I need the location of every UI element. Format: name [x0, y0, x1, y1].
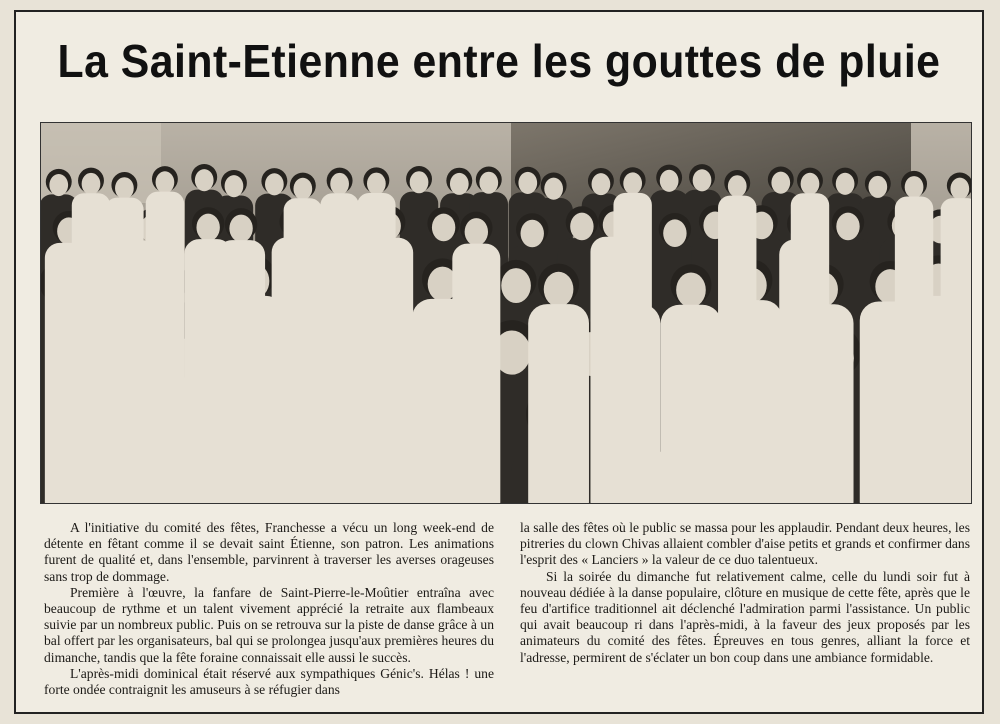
person-face — [771, 172, 790, 194]
person-body — [528, 304, 589, 503]
person-body — [391, 447, 481, 503]
person-body — [793, 304, 854, 503]
paragraph: Première à l'œuvre, la fanfare de Saint-Pierre-le-Moûtier entraîna avec beaucoup de rythme et un talent vivement apprécié la retraite aux flambeaux suivie par un nombreux public. Puis on se retrouva sur la piste de danse grâce à un bal offert par les organisateurs, bal qui se prolongea jusqu'aux premières heures du dimanche, tandis que la fête foraine connaissait elle aussi le succès. — [44, 584, 494, 665]
person-face — [801, 173, 820, 195]
person-face — [82, 173, 101, 195]
newspaper-clipping — [14, 10, 984, 714]
person-face — [501, 268, 531, 303]
person-face — [195, 169, 214, 191]
article-column-left — [44, 520, 494, 710]
paragraph: A l'initiative du comité des fêtes, Franchesse a vécu un long week-end de détente en fêtant comme il se devait saint Étienne, son patron. Les animations furent de qualité et, dans l'ensemble, parvinrent à traverser les averses orageuses sans trop de dommage. — [44, 520, 494, 584]
person-face — [660, 170, 679, 192]
person-face — [836, 213, 859, 241]
person-body — [167, 452, 257, 503]
person-face — [156, 171, 175, 193]
article-column-right — [520, 520, 970, 710]
person-body — [45, 243, 93, 503]
person-face — [544, 178, 563, 200]
person-face — [544, 272, 574, 307]
person-face — [450, 173, 469, 195]
article-body — [44, 520, 970, 710]
paragraph: L'après-midi dominical était réservé aux sympathiques Génic's. Hélas ! une forte ondée contraignit les amuseurs à se réfugier dans — [44, 665, 494, 698]
person-face — [518, 172, 537, 194]
crowd-photo-image — [41, 123, 971, 503]
person-face — [225, 175, 244, 197]
person-face — [623, 172, 642, 194]
person-face — [265, 173, 284, 195]
paragraph: la salle des fêtes où le public se massa pour les applaudir. Pendant deux heures, les pitreries du clown Chivas allaient combler d'aise petits et grands et confirmer dans l'esprit des « Lanciers » la valeur de ce duo talentueux. — [520, 520, 970, 568]
person-face — [465, 218, 488, 246]
person-face — [49, 174, 68, 196]
person-face — [570, 213, 593, 241]
person-face — [836, 173, 855, 195]
person-face — [521, 220, 544, 248]
person-face — [693, 169, 712, 191]
person-face — [868, 176, 887, 198]
person-face — [410, 171, 429, 193]
headline: La Saint-Etienne entre les gouttes de pluie — [57, 35, 941, 87]
person-face — [676, 272, 706, 307]
person-face — [592, 173, 611, 195]
person-face — [728, 175, 747, 197]
person-face — [950, 178, 969, 200]
person-body — [908, 296, 969, 503]
person-body — [647, 448, 737, 503]
person-face — [663, 219, 686, 247]
person-face — [229, 215, 252, 243]
person-face — [293, 178, 312, 200]
paragraph: Si la soirée du dimanche fut relativement calme, celle du lundi soir fut à nouveau dédiée à la danse populaire, clôture en musique de cette fête, après que le feu d'artifice traditionnel ait déclenché l'admiration parmi l'assistance. Un public qui avait beaucoup ri dans l'après-midi, à la faveur des jeux proposés par les animateurs du comité des fêtes. Épreuves en tous genres, alliant la force et l'adresse, permirent de s'éclater un bon coup dans une ambiance formidable. — [520, 568, 970, 665]
person-face — [330, 173, 349, 195]
crowd-photo — [40, 122, 972, 504]
person-face — [905, 176, 924, 198]
person-face — [115, 177, 134, 199]
person-face — [432, 214, 455, 242]
person-face — [196, 214, 219, 242]
person-face — [479, 172, 498, 194]
person-face — [367, 173, 386, 195]
